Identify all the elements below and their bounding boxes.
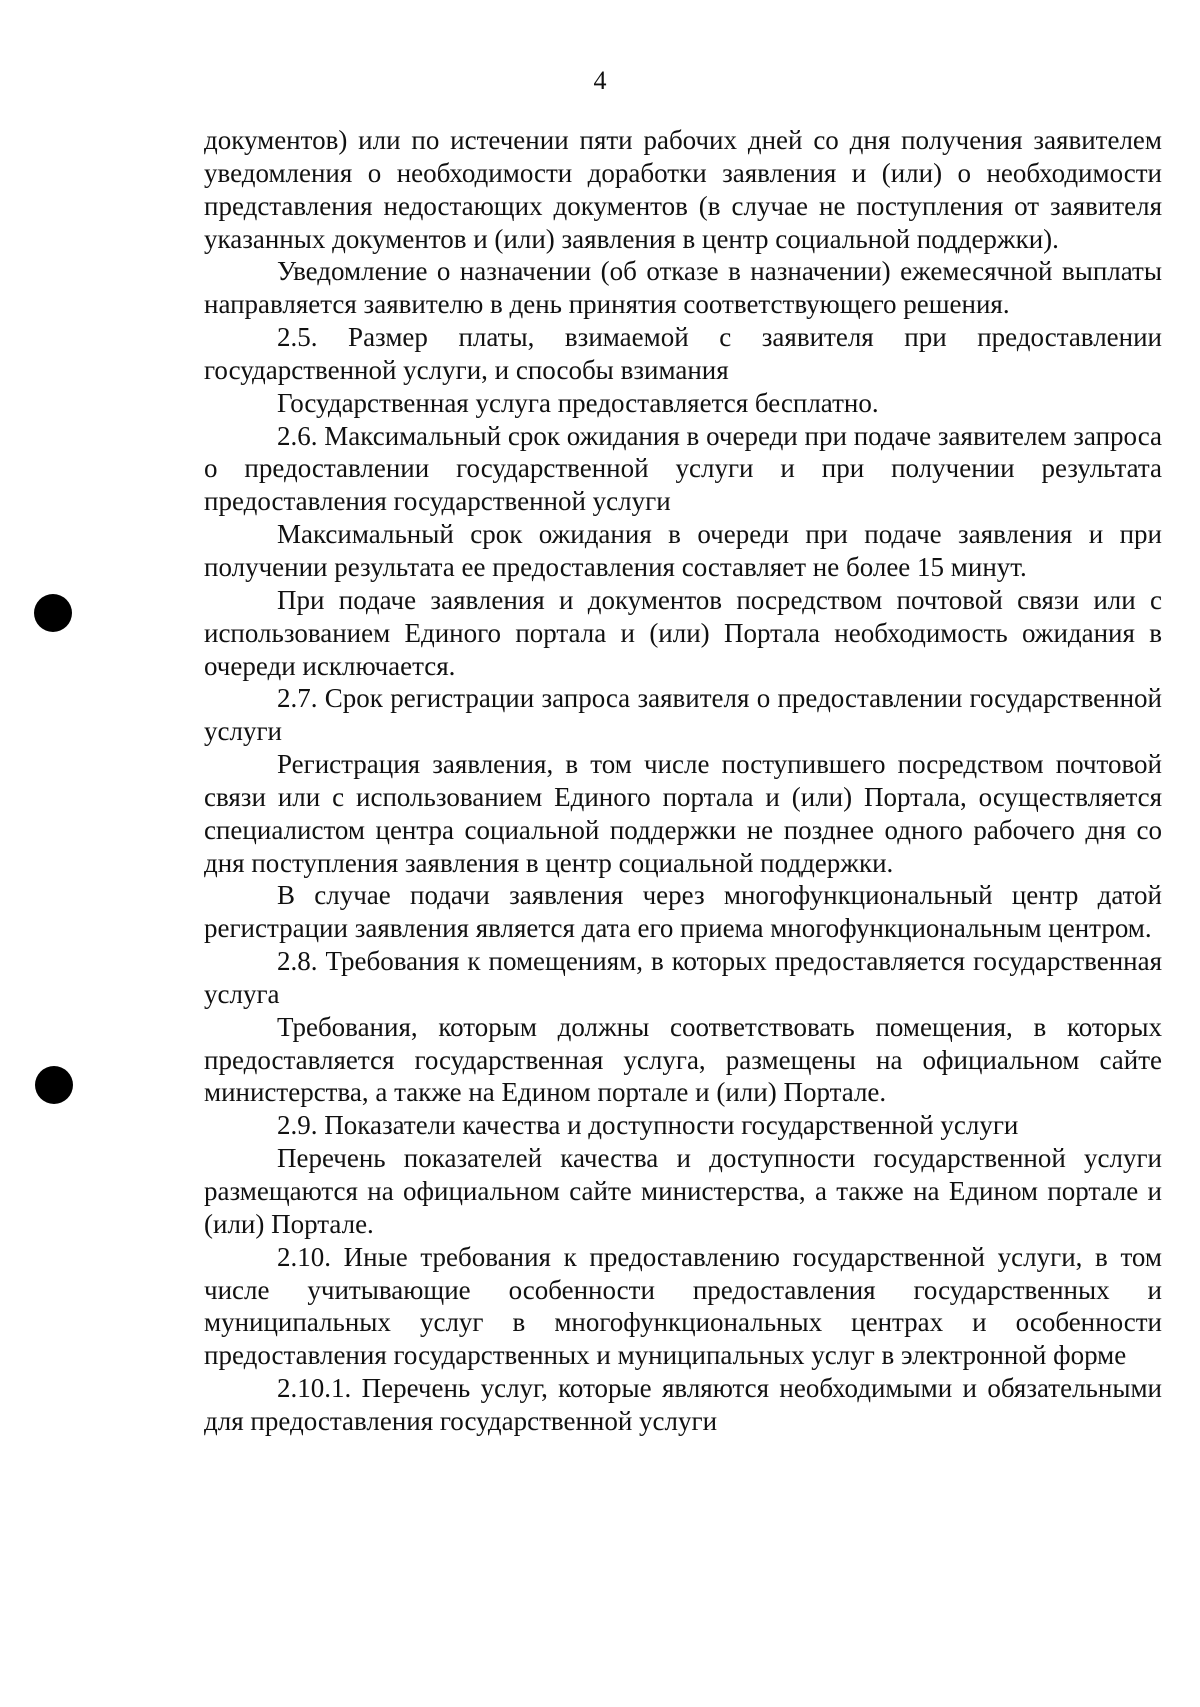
paragraph-notification: Уведомление о назначении (об отказе в назначении) ежемесячной выплаты направляется заявителю в день принятия соответствующего решения.	[204, 256, 1162, 320]
document-body	[204, 124, 1162, 1438]
paragraph-free-service: Государственная услуга предоставляется бесплатно.	[277, 387, 879, 418]
section-heading-2-7: 2.7. Срок регистрации запроса заявителя о предоставлении государственной услуги	[204, 683, 1162, 747]
section-heading-2-6: 2.6. Максимальный срок ожидания в очереди при подаче заявителем запроса о предоставлении государственной услуги и при получении результата предоставления государственной услуги	[204, 420, 1162, 517]
paragraph-continuation: документов) или по истечении пяти рабочих дней со дня получения заявителем уведомления о необходимости доработки заявления и (или) о необходимости представления недостающих документов (в случае не поступления от заявителя указанных документов и (или) заявления в центр социальной поддержки).	[204, 125, 1162, 254]
paragraph-mfc-registration: В случае подачи заявления через многофункциональный центр датой регистрации заявления является дата его приема многофункциональным центром.	[204, 880, 1162, 944]
page-number: 4	[593, 66, 607, 95]
paragraph-max-wait: Максимальный срок ожидания в очереди при подаче заявления и при получении результата ее предоставления составляет не более 15 минут.	[204, 519, 1162, 582]
section-heading-2-5: 2.5. Размер платы, взимаемой с заявителя при предоставлении государственной услуги, и способы взимания	[204, 322, 1162, 385]
section-heading-2-8: 2.8. Требования к помещениям, в которых предоставляется государственная услуга	[204, 946, 1162, 1009]
punch-hole-mark	[35, 1066, 73, 1104]
punch-hole-mark	[34, 594, 72, 632]
paragraph-postal-submission: При подаче заявления и документов посредством почтовой связи или с использованием Единого портала и (или) Портала необходимость ожидания в очереди исключается.	[204, 584, 1162, 681]
paragraph-quality-indicators: Перечень показателей качества и доступности государственной услуги размещаются на официальном сайте министерства, а также на Едином портале и (или) Портале.	[204, 1143, 1162, 1239]
section-heading-2-10: 2.10. Иные требования к предоставлению государственной услуги, в том числе учитывающие особенности предоставления государственных и муниципальных услуг в многофункциональных центрах и особенности предоставления государственных и муниципальных услуг в электронной форме	[204, 1241, 1162, 1371]
section-heading-2-10-1: 2.10.1. Перечень услуг, которые являются необходимыми и обязательными для предоставления государственной услуги	[204, 1373, 1162, 1436]
paragraph-premises-requirements: Требования, которым должны соответствовать помещения, в которых предоставляется государственная услуга, размещены на официальном сайте министерства, а также на Едином портале и (или) Портале.	[204, 1011, 1162, 1108]
paragraph-registration: Регистрация заявления, в том числе поступившего посредством почтовой связи или с использованием Единого портала и (или) Портала, осуществляется специалистом центра социальной поддержки не позднее одного рабочего дня со дня поступления заявления в центр социальной поддержки.	[204, 749, 1162, 878]
section-heading-2-9: 2.9. Показатели качества и доступности государственной услуги	[277, 1110, 1019, 1141]
